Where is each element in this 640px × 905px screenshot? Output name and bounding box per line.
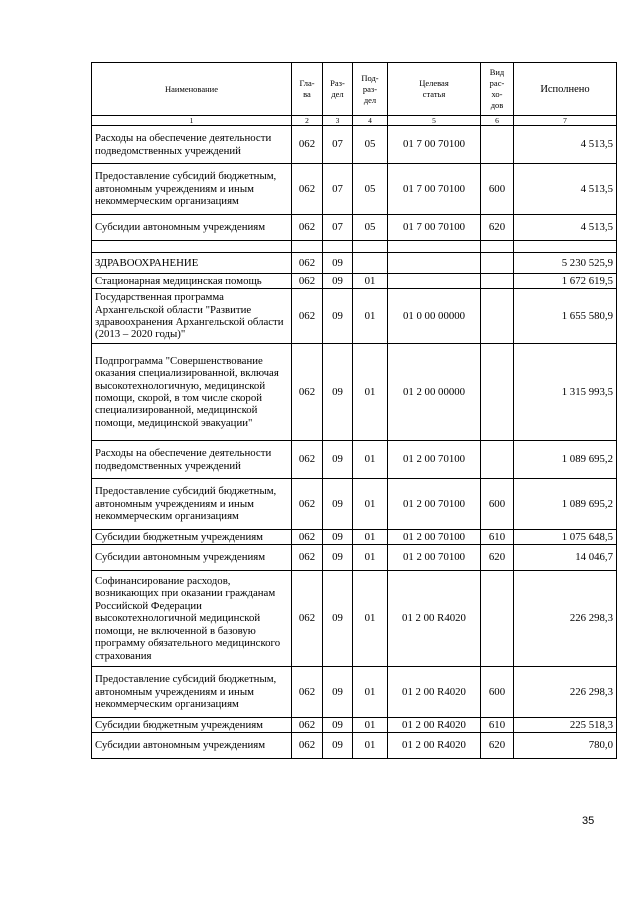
row-subsection: 01 (353, 718, 388, 733)
row-chapter: 062 (292, 530, 323, 545)
row-subsection: 01 (353, 545, 388, 571)
row-chapter: 062 (292, 667, 323, 718)
row-chapter (292, 241, 323, 253)
row-expense-type: 620 (481, 545, 514, 571)
row-expense-type (481, 441, 514, 479)
row-expense-type (481, 253, 514, 274)
row-amount: 1 655 580,9 (514, 289, 617, 344)
header-target: Целевая статья (388, 63, 481, 116)
header-expense-type: Вид рас- хо- дов (481, 63, 514, 116)
row-target: 01 7 00 70100 (388, 164, 481, 215)
row-subsection (353, 241, 388, 253)
row-chapter: 062 (292, 571, 323, 667)
row-amount: 780,0 (514, 733, 617, 759)
row-section: 07 (323, 126, 353, 164)
row-expense-type: 610 (481, 718, 514, 733)
row-name: Предоставление субсидий бюджетным, автономным учреждениям и иным некоммерческим организациям (92, 164, 292, 215)
row-subsection: 01 (353, 289, 388, 344)
row-target: 01 2 00 00000 (388, 344, 481, 441)
table-row (92, 479, 617, 530)
row-amount: 14 046,7 (514, 545, 617, 571)
row-chapter: 062 (292, 215, 323, 241)
row-amount: 1 075 648,5 (514, 530, 617, 545)
row-target (388, 253, 481, 274)
table-row (92, 164, 617, 215)
table-row (92, 253, 617, 274)
row-name: Стационарная медицинская помощь (92, 274, 292, 289)
row-section: 09 (323, 479, 353, 530)
row-expense-type (481, 241, 514, 253)
row-subsection: 01 (353, 441, 388, 479)
column-number: 5 (388, 116, 481, 126)
header-subsection: Под- раз- дел (353, 63, 388, 116)
row-chapter: 062 (292, 718, 323, 733)
row-target: 01 2 00 R4020 (388, 571, 481, 667)
table-row (92, 289, 617, 344)
row-name (92, 241, 292, 253)
row-subsection: 05 (353, 126, 388, 164)
row-chapter: 062 (292, 289, 323, 344)
table-row (92, 274, 617, 289)
column-number: 7 (514, 116, 617, 126)
row-chapter: 062 (292, 274, 323, 289)
column-number: 4 (353, 116, 388, 126)
row-name: Софинансирование расходов, возникающих при оказании гражданам Российской Федерации высокотехнологичной медицинской помощи, не включенной в базовую программу обязательного медицинского страхования (92, 571, 292, 667)
row-expense-type (481, 571, 514, 667)
row-amount: 1 089 695,2 (514, 441, 617, 479)
row-section: 09 (323, 718, 353, 733)
row-subsection: 01 (353, 274, 388, 289)
table-row (92, 441, 617, 479)
row-target: 01 2 00 R4020 (388, 733, 481, 759)
row-section: 07 (323, 215, 353, 241)
row-subsection: 01 (353, 667, 388, 718)
table-row (92, 530, 617, 545)
row-target: 01 2 00 70100 (388, 530, 481, 545)
row-name: Подпрограмма "Совершенствование оказания специализированной, включая высокотехнологичную, медицинской помощи, скорой, в том числе скорой специализированной, медицинской помощи, медицинской эвакуации" (92, 344, 292, 441)
row-section: 09 (323, 289, 353, 344)
row-chapter: 062 (292, 164, 323, 215)
row-chapter: 062 (292, 733, 323, 759)
table-row (92, 718, 617, 733)
table-row (92, 344, 617, 441)
row-name: Субсидии автономным учреждениям (92, 215, 292, 241)
row-target: 01 7 00 70100 (388, 126, 481, 164)
row-amount: 1 315 993,5 (514, 344, 617, 441)
row-amount: 226 298,3 (514, 667, 617, 718)
row-amount: 5 230 525,9 (514, 253, 617, 274)
row-target: 01 2 00 70100 (388, 479, 481, 530)
header-chapter: Гла- ва (292, 63, 323, 116)
column-number-row (92, 116, 617, 126)
row-expense-type (481, 126, 514, 164)
row-section: 09 (323, 441, 353, 479)
row-subsection (353, 253, 388, 274)
row-target: 01 2 00 70100 (388, 441, 481, 479)
row-section: 09 (323, 667, 353, 718)
row-subsection: 01 (353, 530, 388, 545)
row-expense-type: 620 (481, 733, 514, 759)
row-subsection: 01 (353, 344, 388, 441)
row-subsection: 01 (353, 571, 388, 667)
row-section: 09 (323, 733, 353, 759)
row-name: Субсидии бюджетным учреждениям (92, 530, 292, 545)
table-row (92, 571, 617, 667)
row-amount: 225 518,3 (514, 718, 617, 733)
row-target: 01 0 00 00000 (388, 289, 481, 344)
row-subsection: 01 (353, 479, 388, 530)
row-name: Расходы на обеспечение деятельности подведомственных учреждений (92, 126, 292, 164)
row-chapter: 062 (292, 253, 323, 274)
table-row (92, 241, 617, 253)
row-expense-type (481, 289, 514, 344)
row-target: 01 2 00 R4020 (388, 667, 481, 718)
row-chapter: 062 (292, 126, 323, 164)
row-expense-type: 620 (481, 215, 514, 241)
row-chapter: 062 (292, 479, 323, 530)
header-section: Раз- дел (323, 63, 353, 116)
row-subsection: 01 (353, 733, 388, 759)
row-chapter: 062 (292, 545, 323, 571)
row-name: Субсидии бюджетным учреждениям (92, 718, 292, 733)
row-chapter: 062 (292, 441, 323, 479)
row-amount: 226 298,3 (514, 571, 617, 667)
row-target: 01 7 00 70100 (388, 215, 481, 241)
row-amount: 1 672 619,5 (514, 274, 617, 289)
row-target: 01 2 00 R4020 (388, 718, 481, 733)
row-section: 09 (323, 571, 353, 667)
table-row (92, 733, 617, 759)
table-row (92, 667, 617, 718)
row-name: Предоставление субсидий бюджетным, автономным учреждениям и иным некоммерческим организациям (92, 667, 292, 718)
row-name: Субсидии автономным учреждениям (92, 733, 292, 759)
row-name: Государственная программа Архангельской области "Развитие здравоохранения Архангельской области (2013 – 2020 годы)" (92, 289, 292, 344)
row-amount: 4 513,5 (514, 126, 617, 164)
table-body (92, 126, 617, 759)
column-number: 6 (481, 116, 514, 126)
row-target (388, 274, 481, 289)
header-row (92, 63, 617, 116)
table-row (92, 215, 617, 241)
row-amount (514, 241, 617, 253)
row-amount: 4 513,5 (514, 215, 617, 241)
column-number: 1 (92, 116, 292, 126)
table-row (92, 126, 617, 164)
row-expense-type: 600 (481, 164, 514, 215)
column-number: 3 (323, 116, 353, 126)
row-section: 09 (323, 253, 353, 274)
header-executed: Исполнено (514, 63, 617, 116)
column-number: 2 (292, 116, 323, 126)
row-amount: 4 513,5 (514, 164, 617, 215)
row-name: Предоставление субсидий бюджетным, автономным учреждениям и иным некоммерческим организациям (92, 479, 292, 530)
row-subsection: 05 (353, 215, 388, 241)
page-number: 35 (582, 815, 595, 827)
row-name: Расходы на обеспечение деятельности подведомственных учреждений (92, 441, 292, 479)
row-section: 09 (323, 530, 353, 545)
row-target (388, 241, 481, 253)
row-amount: 1 089 695,2 (514, 479, 617, 530)
row-subsection: 05 (353, 164, 388, 215)
row-section: 07 (323, 164, 353, 215)
table-row (92, 545, 617, 571)
budget-table (91, 62, 617, 759)
row-expense-type (481, 274, 514, 289)
row-name: Субсидии автономным учреждениям (92, 545, 292, 571)
row-section: 09 (323, 545, 353, 571)
row-section: 09 (323, 344, 353, 441)
row-name: ЗДРАВООХРАНЕНИЕ (92, 253, 292, 274)
row-section (323, 241, 353, 253)
row-expense-type: 610 (481, 530, 514, 545)
row-section: 09 (323, 274, 353, 289)
row-chapter: 062 (292, 344, 323, 441)
row-expense-type: 600 (481, 667, 514, 718)
row-expense-type: 600 (481, 479, 514, 530)
row-target: 01 2 00 70100 (388, 545, 481, 571)
row-expense-type (481, 344, 514, 441)
header-name: Наименование (92, 63, 292, 116)
